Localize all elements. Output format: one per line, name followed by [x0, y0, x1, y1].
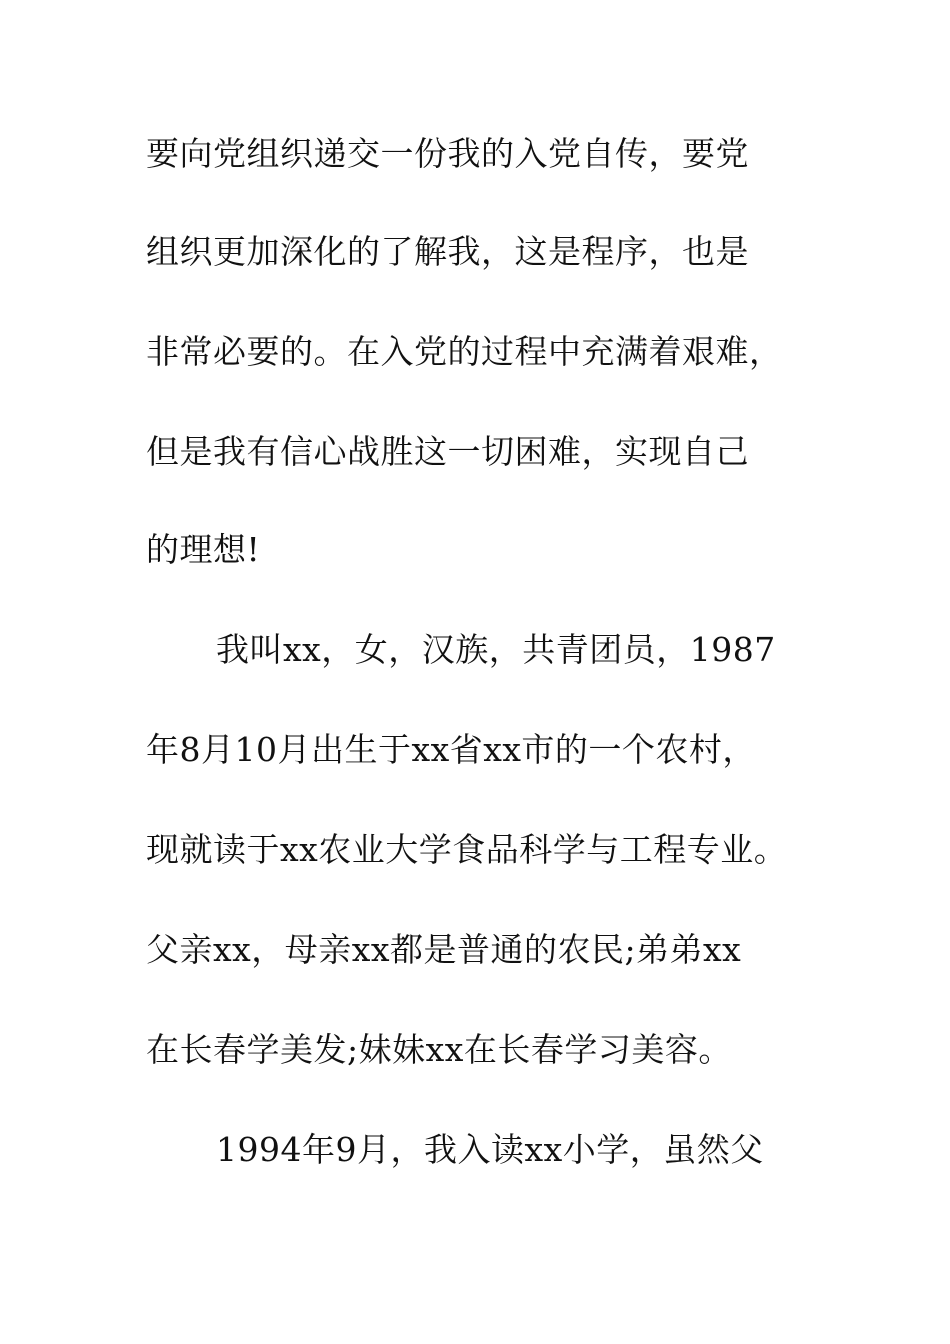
text-line: 现就读于xx农业大学食品科学与工程专业。 — [146, 830, 788, 869]
text-line: 在长春学美发;妹妹xx在长春学习美容。 — [146, 1030, 732, 1069]
text-line: 年8月10月出生于xx省xx市的一个农村， — [146, 730, 756, 769]
text-line: 要向党组织递交一份我的入党自传，要党 — [146, 134, 749, 173]
paragraph-start-line: 1994年9月，我入读xx小学，虽然父 — [216, 1130, 764, 1169]
text-line: 父亲xx，母亲xx都是普通的农民;弟弟xx — [146, 930, 742, 969]
paragraph-start-line: 我叫xx，女，汉族，共青团员，1987 — [216, 630, 776, 669]
text-line: 组织更加深化的了解我，这是程序，也是 — [146, 232, 749, 271]
text-line: 但是我有信心战胜这一切困难，实现自己 — [146, 432, 749, 471]
text-line: 非常必要的。在入党的过程中充满着艰难， — [146, 332, 783, 371]
text-line: 的理想! — [146, 530, 261, 569]
